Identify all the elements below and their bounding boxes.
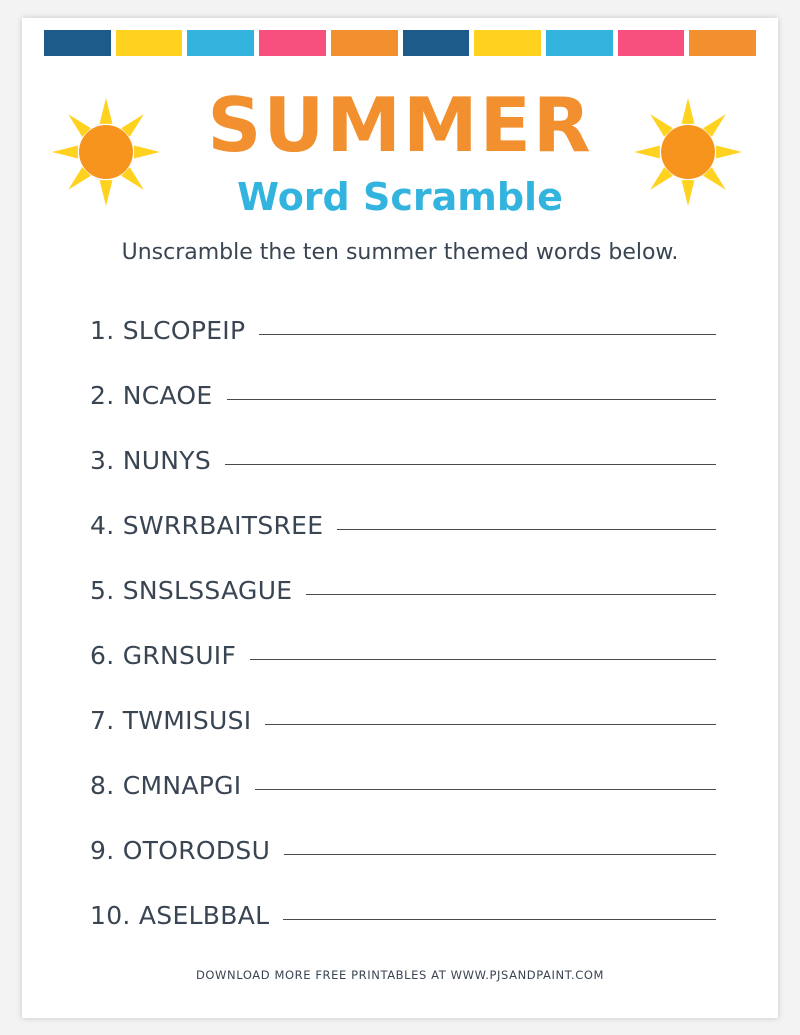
answer-blank[interactable] (259, 334, 716, 335)
scramble-word: 7. TWMISUSI (90, 706, 252, 735)
answer-blank[interactable] (284, 854, 716, 855)
scramble-item (90, 771, 716, 836)
answer-blank[interactable] (265, 724, 716, 725)
color-swatch (403, 30, 470, 56)
footer-text: DOWNLOAD MORE FREE PRINTABLES AT WWW.PJSANDPAINT.COM (195, 968, 605, 982)
answer-blank[interactable] (225, 464, 716, 465)
scramble-word: 3. NUNYS (90, 446, 212, 475)
color-swatch (44, 30, 111, 56)
answer-blank[interactable] (227, 399, 717, 400)
scramble-item (90, 706, 716, 771)
page-title: SUMMER (207, 81, 593, 169)
color-swatch (187, 30, 254, 56)
scramble-list (90, 316, 716, 966)
color-swatch (331, 30, 398, 56)
scramble-word: 10. ASELBBAL (90, 901, 270, 930)
answer-blank[interactable] (250, 659, 716, 660)
scramble-word: 9. OTORODSU (90, 836, 271, 865)
color-swatch (618, 30, 685, 56)
scramble-word: 5. SNSLSSAGUE (90, 576, 293, 605)
scramble-item (90, 836, 716, 901)
scramble-word: 1. SLCOPEIP (90, 316, 246, 345)
answer-blank[interactable] (337, 529, 716, 530)
answer-blank[interactable] (255, 789, 716, 790)
scramble-word: 2. NCAOE (90, 381, 213, 410)
scramble-item (90, 576, 716, 641)
color-swatch (546, 30, 613, 56)
worksheet-header (22, 76, 778, 251)
instructions-text: Unscramble the ten summer themed words below. (121, 240, 679, 265)
scramble-item (90, 511, 716, 576)
color-swatch (689, 30, 756, 56)
scramble-word: 8. CMNAPGI (90, 771, 242, 800)
scramble-item (90, 641, 716, 706)
scramble-item (90, 381, 716, 446)
worksheet-page (22, 18, 778, 1018)
answer-blank[interactable] (306, 594, 716, 595)
scramble-item (90, 901, 716, 966)
scramble-word: 6. GRNSUIF (90, 641, 237, 670)
scramble-word: 4. SWRRBAITSREE (90, 511, 324, 540)
scramble-item (90, 446, 716, 511)
color-swatch (474, 30, 541, 56)
color-swatch (259, 30, 326, 56)
color-swatch (116, 30, 183, 56)
scramble-item (90, 316, 716, 381)
answer-blank[interactable] (283, 919, 716, 920)
page-subtitle: Word Scramble (237, 175, 563, 219)
decorative-color-bar (22, 30, 778, 56)
